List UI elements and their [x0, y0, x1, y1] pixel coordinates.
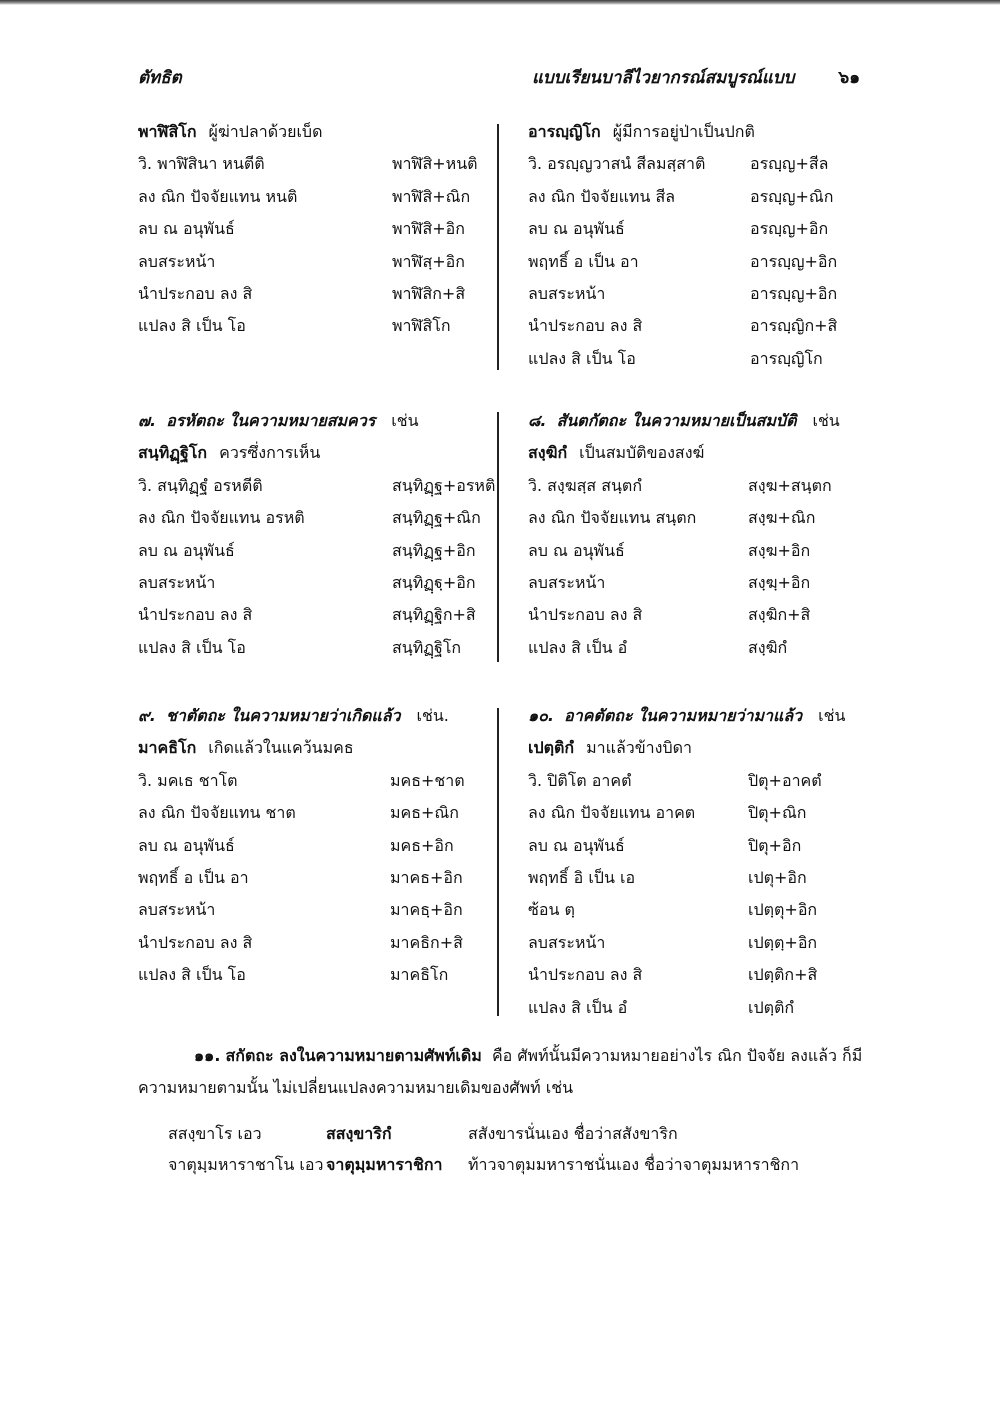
- result: เปตุ+อิก: [748, 867, 807, 887]
- result: พาฬิสิ+ณิก: [392, 186, 471, 206]
- example-word: สสงฺขาริกํ: [326, 1124, 392, 1143]
- step: ลบ ณ อนุพันธ์: [528, 540, 625, 560]
- section-10: [528, 700, 868, 1024]
- result: สนฺทิฏฺฐ+อรหติ: [392, 475, 496, 495]
- section-keyword: เช่น.: [416, 706, 449, 725]
- step: ลบสระหน้า: [528, 932, 606, 952]
- example-source: สสงฺขาโร เอว: [168, 1124, 262, 1143]
- step: ลบ ณ อนุพันธ์: [138, 219, 235, 239]
- result: สงฺฆ+สนฺตก: [748, 475, 832, 495]
- headword: อารญฺญิโก: [528, 122, 601, 141]
- step: นำประกอบ ลง สิ: [528, 605, 643, 625]
- derivation-row: [138, 894, 478, 926]
- step: นำประกอบ ลง สิ: [138, 283, 253, 303]
- derivation-row: [528, 213, 868, 245]
- derivation-row: [138, 310, 478, 342]
- column-divider: [497, 412, 499, 662]
- derivation-row: [528, 992, 868, 1024]
- step: ลบ ณ อนุพันธ์: [138, 540, 235, 560]
- step: นำประกอบ ลง สิ: [528, 965, 643, 985]
- derivation-row: [528, 927, 868, 959]
- headword-row: [138, 116, 478, 148]
- section-keyword: เช่น: [818, 706, 846, 725]
- gloss: ควรซึ่งการเห็น: [219, 443, 321, 463]
- derivation-row: [138, 862, 478, 894]
- section-text: คือ ศัพท์นั้นมีความหมายอย่างไร ณิก ปัจจัย ลงแล้ว ก็มีความหมายตามนั้น ไม่เปลี่ยนแปลงความหมายเดิมของศัพท์ เช่น: [138, 1046, 863, 1097]
- step: แปลง สิ เป็น โอ: [528, 348, 636, 368]
- derivation-row: [138, 927, 478, 959]
- step: แปลง สิ เป็น อํ: [528, 637, 628, 657]
- derivation-row: [138, 830, 478, 862]
- step: ลบ ณ อนุพันธ์: [138, 835, 235, 855]
- headword-row: [528, 732, 868, 764]
- result: พาฬิสิ+หนติ: [392, 154, 478, 174]
- result: สงฺฆิก+สิ: [748, 605, 811, 625]
- derivation-row: [528, 535, 868, 567]
- headword: พาฬิสิโก: [138, 122, 197, 141]
- step: ลบสระหน้า: [138, 572, 216, 592]
- result: สนฺทิฏฺฐ+อิก: [392, 540, 476, 560]
- derivation-row: [138, 599, 478, 631]
- result: ปิตุ+ณิก: [748, 803, 807, 823]
- derivation-row: [528, 470, 868, 502]
- step: นำประกอบ ลง สิ: [528, 316, 643, 336]
- result: มคธ+อิก: [390, 835, 454, 855]
- section-term: สกัตถะ ลงในความหมายตามศัพท์เดิม: [225, 1046, 482, 1065]
- result: ปิตุ+อิก: [748, 835, 802, 855]
- column-divider: [497, 124, 499, 370]
- result: สงฺฆ+ณิก: [748, 508, 816, 528]
- derivation-row: [528, 246, 868, 278]
- result: อรญฺญ+ณิก: [750, 186, 834, 206]
- result: อารญฺญิก+สิ: [750, 316, 838, 336]
- step: ลบสระหน้า: [528, 283, 606, 303]
- headword-row: [528, 116, 868, 148]
- derivation-row: [528, 181, 868, 213]
- section-7: [138, 405, 496, 664]
- result: พาฬิสิ+อิก: [392, 219, 465, 239]
- section-title: [138, 700, 478, 732]
- derivation-row: [138, 765, 478, 797]
- section-9: [138, 700, 478, 992]
- step: วิ. พาฬิสินา หนตีติ: [138, 154, 265, 174]
- step: ลบสระหน้า: [138, 251, 216, 271]
- step: พฤทธิ์ อ เป็น อา: [138, 867, 249, 887]
- derivation-row: [528, 278, 868, 310]
- section-title: [528, 405, 868, 437]
- result: เปตฺติกํ: [748, 997, 795, 1017]
- derivation-row: [138, 567, 478, 599]
- example-word: จาตุมฺมหาราชิกา: [326, 1155, 443, 1174]
- gloss: ผู้ฆ่าปลาด้วยเบ็ด: [208, 122, 323, 141]
- section-8: [528, 405, 868, 664]
- step: แปลง สิ เป็น อํ: [528, 997, 628, 1017]
- result: สนฺทิฏฺฐฺ+อิก: [392, 572, 476, 592]
- running-head-left: ตัทธิต: [138, 68, 182, 88]
- derivation-row: [528, 765, 868, 797]
- derivation-arannika: [528, 116, 868, 375]
- derivation-row: [528, 797, 868, 829]
- headword-row: [138, 437, 478, 469]
- section-title: [138, 405, 478, 437]
- headword: มาคธิโก: [138, 738, 197, 758]
- result: อรญฺญ+สีล: [750, 154, 829, 174]
- step: ลง ณิก ปัจจัยแทน หนติ: [138, 186, 298, 206]
- step: พฤทธิ์ อิ เป็น เอ: [528, 867, 636, 887]
- derivation-row: [138, 246, 478, 278]
- derivation-row: [528, 862, 868, 894]
- section-number: ๘.: [528, 411, 547, 430]
- section-keyword: เช่น: [812, 411, 840, 430]
- step: ซ้อน ตฺ: [528, 900, 575, 920]
- result: พาฬิสฺ+อิก: [392, 251, 465, 271]
- derivation-row: [528, 343, 868, 375]
- result: เปตฺติก+สิ: [748, 965, 818, 985]
- section-number: ๑๐.: [528, 706, 554, 725]
- derivation-row: [138, 797, 478, 829]
- example-meaning: ท้าวจาตุมมหาราชนั่นเอง ชื่อว่าจาตุมมหาราชิกา: [468, 1155, 800, 1174]
- headword-row: [138, 732, 478, 764]
- derivation-row: [528, 502, 868, 534]
- result: สงฺฆฺ+อิก: [748, 572, 811, 592]
- example-row: [168, 1119, 262, 1149]
- derivation-row: [138, 959, 478, 991]
- section-number: ๗.: [138, 411, 157, 430]
- headword: เปตฺติกํ: [528, 738, 575, 758]
- derivation-row: [528, 599, 868, 631]
- step: ลง ณิก ปัจจัยแทน สีล: [528, 186, 676, 206]
- step: ลง ณิก ปัจจัยแทน ชาต: [138, 803, 296, 823]
- derivation-row: [138, 148, 478, 180]
- section-term: อรหัตถะ ในความหมายสมควร: [166, 411, 376, 430]
- section-number: ๑๑.: [194, 1046, 221, 1065]
- step: ลบ ณ อนุพันธ์: [528, 835, 625, 855]
- result: อารญฺญ+อิก: [750, 251, 838, 271]
- book-title: แบบเรียนบาลีไวยากรณ์สมบูรณ์แบบ: [531, 68, 795, 88]
- result: สนฺทิฏฺฐิโก: [392, 637, 462, 657]
- section-term: ชาตัตถะ ในความหมายว่าเกิดแล้ว: [165, 706, 401, 725]
- gloss: มาแล้วข้างบิดา: [586, 738, 692, 758]
- running-head-right: [532, 64, 860, 91]
- step: ลบสระหน้า: [138, 900, 216, 920]
- derivation-row: [528, 567, 868, 599]
- section-term: สันตกัตถะ ในความหมายเป็นสมบัติ: [556, 411, 797, 430]
- result: อารญฺญ+อิก: [750, 283, 838, 303]
- derivation-pphisiko: [138, 116, 478, 343]
- derivation-row: [138, 632, 478, 664]
- result: ปิตุ+อาคตํ: [748, 770, 822, 790]
- step: ลง ณิก ปัจจัยแทน อรหติ: [138, 508, 305, 528]
- page-number: ๖๑: [838, 68, 860, 88]
- derivation-row: [528, 830, 868, 862]
- step: ลบ ณ อนุพันธ์: [528, 219, 625, 239]
- result: มคธ+ชาต: [390, 770, 465, 790]
- step: ลบสระหน้า: [528, 572, 606, 592]
- scan-edge: [0, 0, 1000, 5]
- result: สนฺทิฏฺฐิก+สิ: [392, 605, 476, 625]
- result: สงฺฆ+อิก: [748, 540, 811, 560]
- result: มาคธิโก: [390, 965, 449, 985]
- derivation-row: [138, 278, 478, 310]
- step: วิ. มคเธ ชาโต: [138, 770, 238, 790]
- result: เปตฺตุ+อิก: [748, 900, 818, 920]
- derivation-row: [138, 502, 481, 534]
- section-term: อาคตัตถะ ในความหมายว่ามาแล้ว: [564, 706, 803, 725]
- gloss: เป็นสมบัติของสงฆ์: [579, 443, 705, 463]
- gloss: เกิดแล้วในแคว้นมคธ: [208, 738, 354, 758]
- step: แปลง สิ เป็น โอ: [138, 316, 246, 336]
- column-divider: [497, 708, 499, 1016]
- section-11-paragraph: [138, 1040, 863, 1104]
- derivation-row: [138, 470, 496, 502]
- headword: สงฺฆิกํ: [528, 443, 568, 463]
- step: วิ. สนฺทิฏฺฐํ อรหตีติ: [138, 475, 263, 495]
- step: แปลง สิ เป็น โอ: [138, 637, 246, 657]
- derivation-row: [138, 213, 478, 245]
- derivation-row: [138, 181, 478, 213]
- result: มาคธ+อิก: [390, 867, 463, 887]
- result: อรญฺญ+อิก: [750, 219, 829, 239]
- step: วิ. อรญฺญวาสนํ สีลมสฺสาติ: [528, 154, 706, 174]
- step: ลง ณิก ปัจจัยแทน สนฺตก: [528, 508, 697, 528]
- result: เปตฺตฺ+อิก: [748, 932, 818, 952]
- section-title: [528, 700, 868, 732]
- example-meaning: สสังขารนั่นเอง ชื่อว่าสสังขาริก: [468, 1124, 678, 1143]
- step: พฤทธิ์ อ เป็น อา: [528, 251, 639, 271]
- example-row: [168, 1150, 323, 1180]
- headword: สนฺทิฏฺฐิโก: [138, 443, 208, 463]
- derivation-row: [528, 632, 868, 664]
- step: แปลง สิ เป็น โอ: [138, 965, 246, 985]
- result: สงฺฆิกํ: [748, 637, 788, 657]
- section-number: ๙.: [138, 706, 156, 725]
- derivation-row: [528, 148, 868, 180]
- derivation-row: [528, 959, 868, 991]
- result: พาฬิสิก+สิ: [392, 283, 466, 303]
- step: วิ. สงฺฆสฺส สนฺตกํ: [528, 475, 643, 495]
- result: อารญฺญิโก: [750, 348, 823, 368]
- headword-row: [528, 437, 868, 469]
- step: นำประกอบ ลง สิ: [138, 605, 253, 625]
- step: วิ. ปิติโต อาคตํ: [528, 770, 632, 790]
- step: ลง ณิก ปัจจัยแทน อาคต: [528, 803, 696, 823]
- result: มคธ+ณิก: [390, 803, 459, 823]
- gloss: ผู้มีการอยู่ป่าเป็นปกติ: [612, 122, 755, 141]
- step: นำประกอบ ลง สิ: [138, 932, 253, 952]
- result: มาคธฺ+อิก: [390, 900, 463, 920]
- result: สนฺทิฏฺฐ+ณิก: [392, 508, 481, 528]
- result: พาฬิสิโก: [392, 316, 451, 336]
- derivation-row: [138, 535, 478, 567]
- example-source: จาตุมฺมหาราชาโน เอว: [168, 1155, 324, 1174]
- result: มาคธิก+สิ: [390, 932, 463, 952]
- derivation-row: [528, 894, 868, 926]
- derivation-row: [528, 310, 868, 342]
- section-keyword: เช่น: [391, 411, 419, 430]
